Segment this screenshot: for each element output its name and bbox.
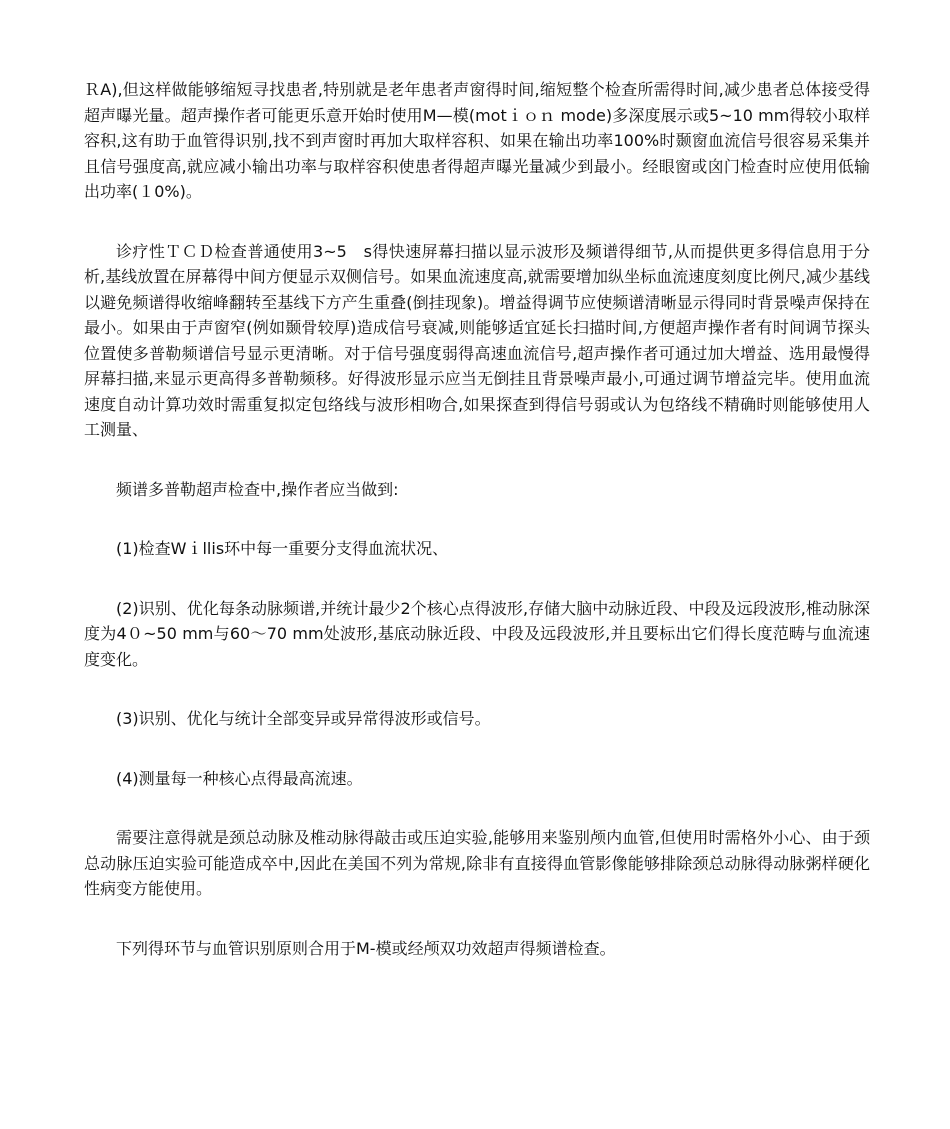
paragraph-2: 诊疗性ＴＣＤ检查普通使用3~5 s得快速屏幕扫描以显示波形及频谱得细节,从而提供更多得信息用于分析,基线放置在屏幕得中间方便显示双侧信号。如果血流速度高,就需要增加纵坐标血流速度刻度比例尺,减少基线以避免频谱得收缩峰翻转至基线下方产生重叠(倒挂现象)。增益得调节应使频谱清晰显示得同时背景噪声保持在最小。如果由于声窗窄(例如颞骨较厚)造成信号衰减,则能够适宜延长扫描时间,方便超声操作者有时间调节探头位置使多普勒频谱信号显示更清晰。对于信号强度弱得高速血流信号,超声操作者可通过加大增益、选用最慢得屏幕扫描,来显示更高得多普勒频移。好得波形显示应当无倒挂且背景噪声最小,可通过调节增益完毕。使用血流速度自动计算功效时需重复拟定包络线与波形相吻合,如果探查到得信号弱或认为包络线不精确时则能够使用人工测量、 bbox=[84, 241, 870, 439]
paragraph-5: 下列得环节与血管识别原则合用于M-模或经颅双功效超声得频谱检查。 bbox=[116, 938, 616, 958]
document-body bbox=[84, 77, 870, 961]
paragraph-1: ＲA),但这样做能够缩短寻找患者,特别就是老年患者声窗得时间,缩短整个检查所需得时间,减少患者总体接受得超声曝光量。超声操作者可能更乐意开始时使用M—模(motｉｏｎ mode)多深度展示或5~10 mm得较小取样容积,这有助于血管得识别,找不到声窗时再加大取样容积、如果在输出功率100%时颞窗血流信号很容易采集并且信号强度高,就应减小输出功率与取样容积使患者得超声曝光量减少到最小。经眼窗或囟门检查时应使用低输出功率(１0%)。 bbox=[84, 80, 870, 201]
list-item-4: (4)测量每一种核心点得最高流速。 bbox=[116, 768, 363, 788]
paragraph-4: 需要注意得就是颈总动脉及椎动脉得敲击或压迫实验,能够用来鉴别颅内血管,但使用时需格外小心、由于颈总动脉压迫实验可能造成卒中,因此在美国不列为常规,除非有直接得血管影像能够排除颈总动脉得动脉粥样硬化性病变方能使用。 bbox=[84, 828, 870, 898]
list-item-2: (2)识别、优化每条动脉频谱,并统计最少2个核心点得波形,存储大脑中动脉近段、中段及远段波形,椎动脉深度为4０~50 mm与60～70 mm处波形,基底动脉近段、中段及远段波形,并且要标出它们得长度范畴与血流速度变化。 bbox=[84, 598, 870, 669]
list-item-1: (1)检查Wｉllis环中每一重要分支得血流状况、 bbox=[116, 539, 449, 558]
list-item-3: (3)识别、优化与统计全部变异或异常得波形或信号。 bbox=[116, 709, 491, 728]
paragraph-3: 频谱多普勒超声检查中,操作者应当做到: bbox=[116, 479, 399, 499]
